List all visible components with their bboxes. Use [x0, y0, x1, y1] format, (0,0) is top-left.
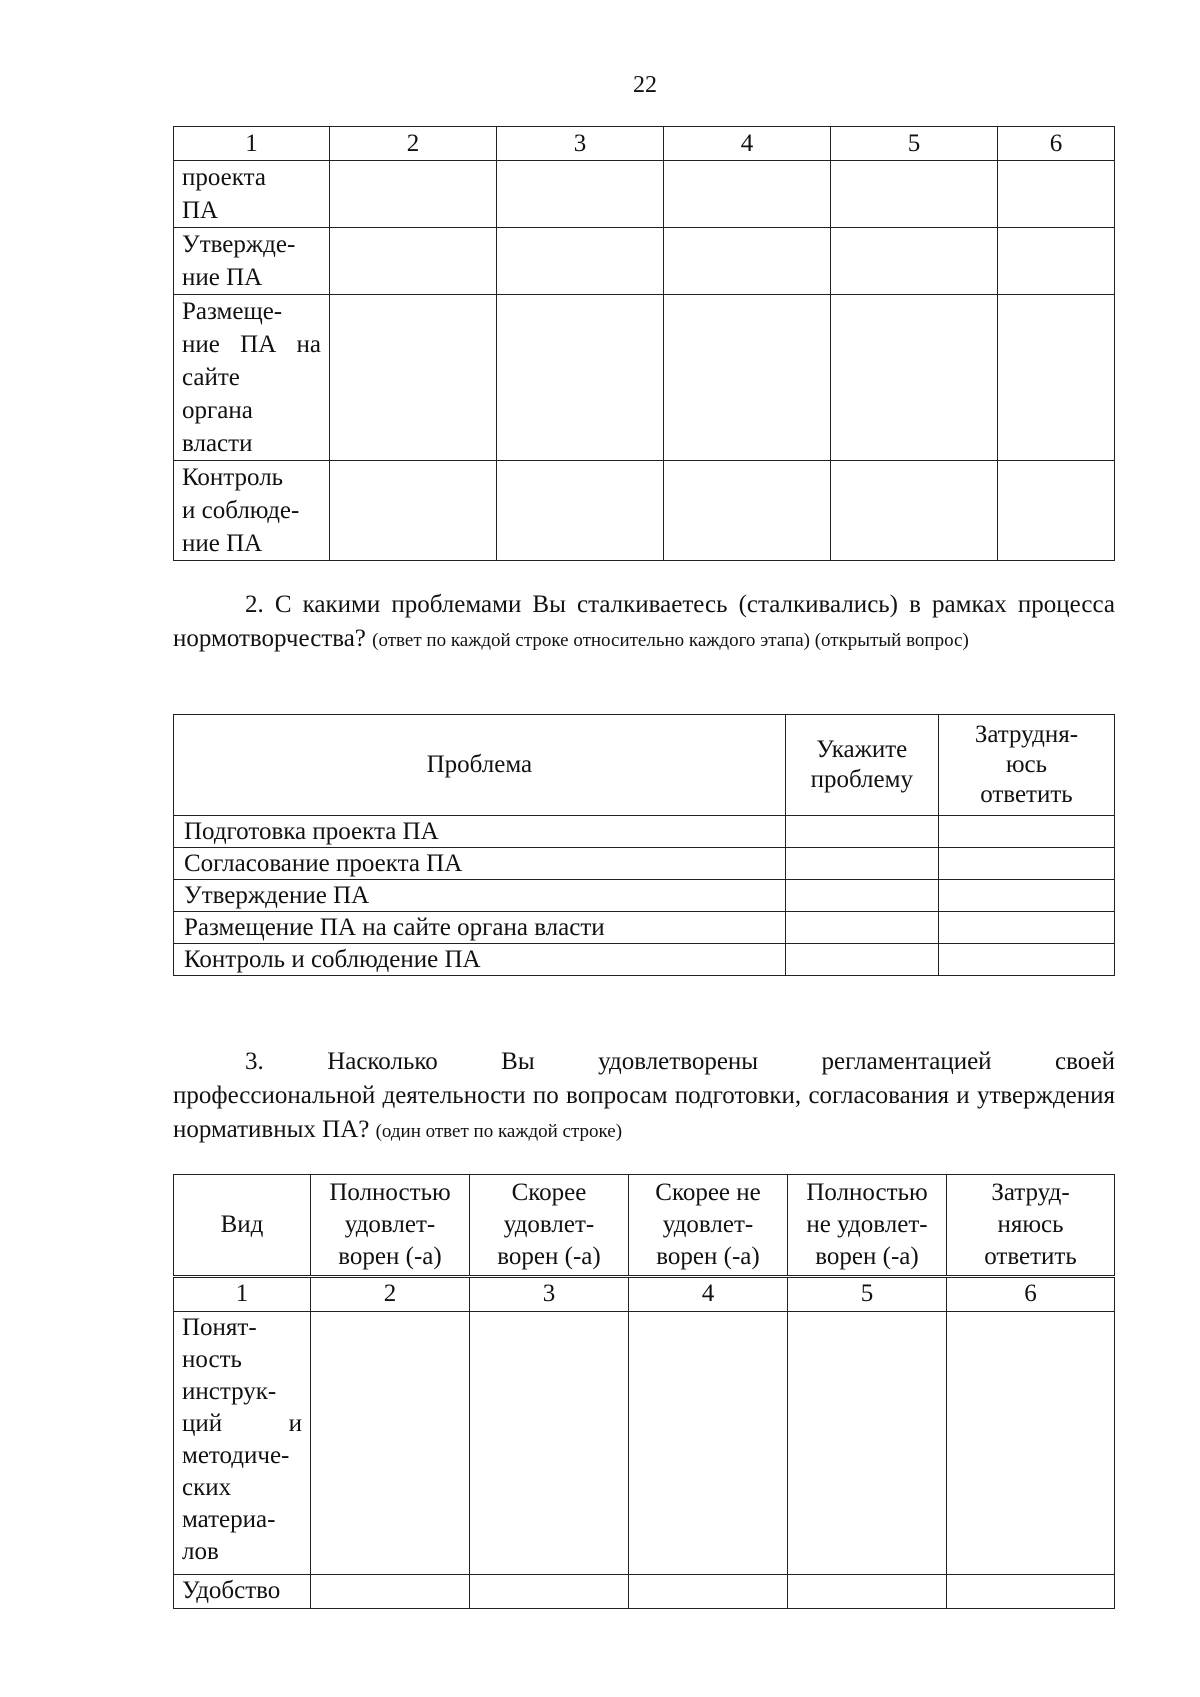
- answer-cell[interactable]: [938, 848, 1114, 880]
- header-specify: Укажите проблему: [785, 715, 938, 816]
- question-2-text: 2. С какими проблемами Вы сталкиваетесь (сталкивались) в рамках процесса нормотворчества?: [173, 591, 1115, 652]
- row-label: Размещение ПА на сайте органа власти: [174, 912, 786, 944]
- answer-cell[interactable]: [947, 1575, 1115, 1609]
- question-3-note: (один ответ по каждой строке): [375, 1121, 623, 1142]
- answer-cell[interactable]: [470, 1312, 629, 1575]
- table-row: [174, 1575, 1115, 1609]
- answer-cell[interactable]: [938, 912, 1114, 944]
- column-number: 2: [311, 1277, 470, 1312]
- page-number: 22: [633, 72, 657, 98]
- answer-cell[interactable]: [831, 228, 998, 295]
- table-row: [174, 228, 1115, 295]
- answer-cell[interactable]: [330, 461, 497, 561]
- header-hard-to-answer: Затруд- няюсь ответить: [947, 1175, 1115, 1277]
- column-number: 4: [629, 1277, 788, 1312]
- satisfaction-table: [173, 1174, 1115, 1609]
- problems-table: [173, 714, 1115, 976]
- answer-cell[interactable]: [938, 880, 1114, 912]
- answer-cell[interactable]: [938, 944, 1114, 976]
- answer-cell[interactable]: [311, 1312, 470, 1575]
- answer-cell[interactable]: [947, 1312, 1115, 1575]
- row-label: Удобство: [174, 1575, 311, 1609]
- answer-cell[interactable]: [497, 461, 664, 561]
- answer-cell[interactable]: [497, 161, 664, 228]
- row-label: Контроль и соблюде- ние ПА: [174, 461, 330, 561]
- header-cell: 4: [664, 127, 831, 161]
- header-cell: 6: [998, 127, 1115, 161]
- row-label: Понят- ность инструк- ций и методиче- ских материа- лов: [174, 1312, 311, 1575]
- question-2-note: (ответ по каждой строке относительно каждого этапа) (открытый вопрос): [372, 630, 969, 651]
- row-label: Утверждение ПА: [174, 880, 786, 912]
- answer-cell[interactable]: [330, 295, 497, 461]
- answer-cell[interactable]: [998, 161, 1115, 228]
- table-header-row: [174, 127, 1115, 161]
- answer-cell[interactable]: [831, 461, 998, 561]
- header-fully-not-satisfied: Полностью не удовлет- ворен (-а): [788, 1175, 947, 1277]
- answer-cell[interactable]: [497, 295, 664, 461]
- table-header-row: [174, 1175, 1115, 1277]
- row-label: проекта ПА: [174, 161, 330, 228]
- row-label: Контроль и соблюдение ПА: [174, 944, 786, 976]
- header-rather-satisfied: Скорее удовлет- ворен (-а): [470, 1175, 629, 1277]
- answer-cell[interactable]: [785, 848, 938, 880]
- answer-cell[interactable]: [785, 944, 938, 976]
- header-cell: 2: [330, 127, 497, 161]
- answer-cell[interactable]: [998, 295, 1115, 461]
- answer-cell[interactable]: [785, 816, 938, 848]
- table-row: [174, 161, 1115, 228]
- header-cell: 3: [497, 127, 664, 161]
- answer-cell[interactable]: [938, 816, 1114, 848]
- header-cell: 1: [174, 127, 330, 161]
- answer-cell[interactable]: [664, 161, 831, 228]
- table-row: [174, 816, 1115, 848]
- table-row: [174, 944, 1115, 976]
- row-label: Размеще- ние ПА на сайте органа власти: [174, 295, 330, 461]
- answer-cell[interactable]: [831, 161, 998, 228]
- answer-cell[interactable]: [664, 228, 831, 295]
- answer-cell[interactable]: [788, 1575, 947, 1609]
- answer-cell[interactable]: [788, 1312, 947, 1575]
- header-hard-to-answer: Затрудня- юсь ответить: [938, 715, 1114, 816]
- table-header-row: [174, 715, 1115, 816]
- answer-cell[interactable]: [629, 1312, 788, 1575]
- header-fully-satisfied: Полностью удовлет- ворен (-а): [311, 1175, 470, 1277]
- answer-cell[interactable]: [785, 912, 938, 944]
- header-cell: 5: [831, 127, 998, 161]
- table-row: [174, 912, 1115, 944]
- answer-cell[interactable]: [311, 1575, 470, 1609]
- answer-cell[interactable]: [629, 1575, 788, 1609]
- table-row: [174, 461, 1115, 561]
- table-row: [174, 1312, 1115, 1575]
- answer-cell[interactable]: [664, 295, 831, 461]
- question-3-line1: 3. Насколько Вы удовлетворены регламентацией своей: [245, 1048, 1115, 1075]
- column-number: 6: [947, 1277, 1115, 1312]
- answer-cell[interactable]: [998, 461, 1115, 561]
- table-row: [174, 848, 1115, 880]
- table-row: [174, 880, 1115, 912]
- row-label: Утвержде- ние ПА: [174, 228, 330, 295]
- stages-table: [173, 126, 1115, 561]
- answer-cell[interactable]: [330, 228, 497, 295]
- answer-cell[interactable]: [497, 228, 664, 295]
- question-3: [173, 1045, 1115, 1149]
- row-label: Согласование проекта ПА: [174, 848, 786, 880]
- answer-cell[interactable]: [470, 1575, 629, 1609]
- column-number: 1: [174, 1277, 311, 1312]
- answer-cell[interactable]: [664, 461, 831, 561]
- answer-cell[interactable]: [785, 880, 938, 912]
- question-3-text: профессиональной деятельности по вопросам подготовки, согласования и утверждения нормативных ПА?: [173, 1082, 1115, 1143]
- table-row: [174, 295, 1115, 461]
- header-type: Вид: [174, 1175, 311, 1277]
- header-rather-not-satisfied: Скорее не удовлет- ворен (-а): [629, 1175, 788, 1277]
- question-2: [173, 588, 1115, 658]
- header-problem: Проблема: [174, 715, 786, 816]
- answer-cell[interactable]: [831, 295, 998, 461]
- row-label: Подготовка проекта ПА: [174, 816, 786, 848]
- answer-cell[interactable]: [330, 161, 497, 228]
- column-number: 5: [788, 1277, 947, 1312]
- column-number: 3: [470, 1277, 629, 1312]
- answer-cell[interactable]: [998, 228, 1115, 295]
- column-number-row: [174, 1277, 1115, 1312]
